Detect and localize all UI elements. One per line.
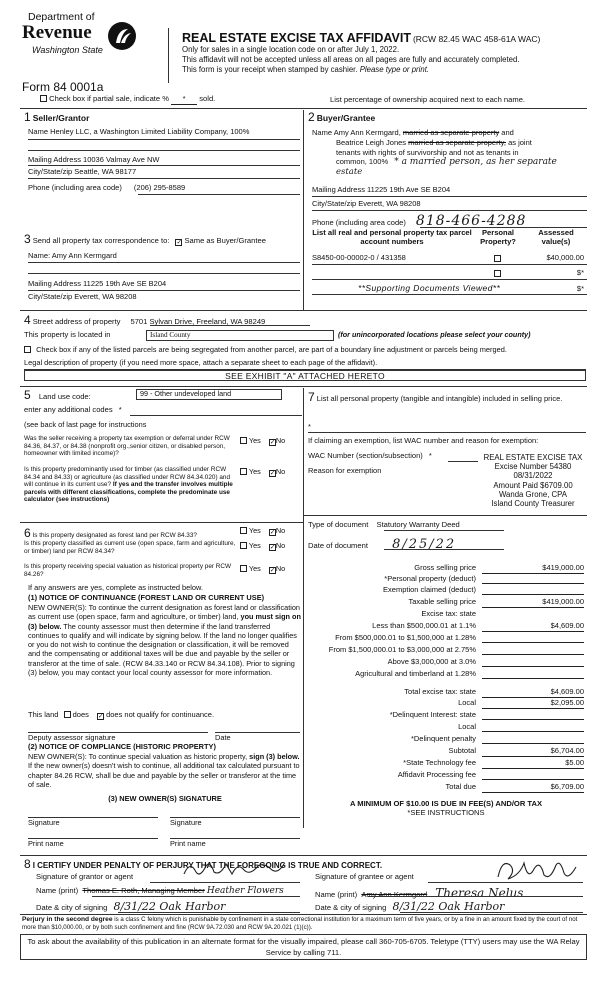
partial-sale-sold: sold. [199, 94, 216, 103]
grantor-date-value[interactable]: 8/31/22 Oak Harbor [113, 900, 226, 913]
buyer-handwritten-note: * a married person, as her separate [394, 157, 557, 168]
q-current-use-yes-checkbox[interactable] [240, 542, 247, 549]
delinq-local-value[interactable] [482, 723, 584, 732]
notice1-body [28, 603, 302, 677]
local-value[interactable]: $2,095.00 [482, 699, 584, 709]
street-value[interactable]: 5701 Sylvan Drive, Freeland, WA 98249 [130, 317, 266, 326]
local-label: Local [458, 698, 476, 707]
grantee-name-row [315, 886, 523, 900]
section5-number: 5 [24, 388, 31, 402]
yes-label: Yes [248, 436, 261, 445]
seller-name-value[interactable]: Henley LLC, a Washington Limited Liability Company, 100% [50, 127, 250, 136]
buyer-number: 2 [308, 110, 315, 124]
q-historic-answers [240, 565, 285, 574]
delinq-penalty-value[interactable] [482, 735, 584, 744]
grantee-name-handwritten[interactable]: Theresa Nelus [435, 886, 524, 900]
land-does-not-checkbox[interactable]: ✓ [97, 713, 104, 720]
affidavit-fee-label: Affidavit Processing fee [397, 770, 476, 779]
yes-label: Yes [248, 564, 261, 573]
q-forest-yes-checkbox[interactable] [240, 527, 247, 534]
parcel-col3-header: Assessed value(s) [538, 228, 574, 246]
q-historic-text: Is this property receiving special valuation as historical property per RCW 84.26? [24, 563, 232, 578]
corr-city-row [28, 293, 137, 302]
buyer-handwritten-note2: estate [336, 167, 363, 178]
buyer-name-line3: tenants with rights of survivorship and not as tenants in [336, 147, 519, 157]
tier4-label: Above $3,000,000 at 3.0% [387, 657, 476, 666]
segregated-checkbox[interactable] [24, 346, 31, 353]
unincorporated-note: (for unincorporated locations please select your county) [338, 330, 531, 339]
seller-name-label: Name [28, 127, 49, 136]
buyer-mailing-label: Mailing Address [312, 185, 365, 194]
seller-city-label: City/State/zip [28, 167, 73, 176]
seller-number: 1 [24, 110, 31, 124]
notice2-text1: NEW OWNER(S): To continue special valuation as historic property, [28, 752, 250, 761]
grantee-date-value[interactable]: 8/31/22 Oak Harbor [392, 900, 505, 913]
q-exemption-no-checkbox[interactable]: ✓ [269, 439, 276, 446]
buyer-mailing-value[interactable]: 11225 19th Ave SE B204 [367, 185, 451, 194]
grantor-sig-label: Signature of grantor or agent [36, 872, 134, 881]
form-title-line [182, 31, 540, 46]
land-does-label: does [72, 710, 89, 719]
legal-label: Legal description of property (if you need more space, attach a separate sheet to each page of the affidavit). [24, 358, 378, 367]
no-label: No [275, 467, 286, 476]
grantee-signature-icon [494, 855, 580, 885]
q-timber-no-checkbox[interactable]: ✓ [269, 470, 276, 477]
doc-type-value[interactable]: Statutory Warranty Deed [376, 520, 460, 529]
buyer-city-row [312, 200, 421, 209]
q-timber-text [24, 466, 238, 504]
notice3-title: (3) NEW OWNER(S) SIGNATURE [108, 794, 222, 803]
seller-city-value[interactable]: Seattle, WA 98177 [74, 167, 137, 176]
doc-date-value[interactable]: 8/25/22 [392, 537, 457, 552]
no-label: No [275, 564, 286, 573]
stamp-line5: Wanda Grone, CPA [498, 489, 568, 499]
buyer-name-block [312, 128, 592, 178]
land-use-label: Land use code: [38, 392, 91, 401]
buyer-heading [308, 110, 375, 124]
tier5-value[interactable] [482, 670, 584, 679]
seller-phone-row [28, 184, 185, 193]
corr-city-value[interactable]: Everett, WA 98208 [74, 292, 137, 301]
additional-codes-row [24, 406, 122, 415]
q-forest-answers [240, 527, 285, 536]
receipt-note: This form is your receipt when stamped by cashier. [182, 65, 358, 74]
yes-label: Yes [248, 541, 261, 550]
stamp-line6: Island County Treasurer [491, 499, 575, 509]
q-timber-answers [240, 468, 285, 477]
corr-label: Send all property tax correspondence to: [32, 236, 170, 245]
corr-name-label: Name: [28, 251, 51, 260]
buyer-joint: as joint [508, 137, 532, 147]
deputy-date-label: Date [215, 733, 231, 742]
q-exemption-text: Was the seller receiving a property tax exemption or deferral under RCW 84.36, 84.37, or 84.38 (nonprofit org.,senior citizen, or disabled person, homeowner with limited income)? [24, 435, 230, 458]
seller-mailing-label: Mailing Address [28, 155, 81, 164]
segregated-row [24, 346, 590, 355]
gross-label: Gross selling price [414, 563, 476, 572]
street-label: Street address of property [32, 317, 121, 326]
partial-sale-label: Check box if partial sale, indicate % [49, 94, 169, 103]
seller-title: Seller/Grantor [32, 113, 90, 123]
buyer-city-label: City/State/zip [312, 199, 357, 208]
see-instructions-note: *SEE INSTRUCTIONS [407, 808, 485, 817]
corr-mailing-value[interactable]: 11225 19th Ave SE B204 [83, 279, 167, 288]
seller-phone-value[interactable]: (206) 295-8589 [133, 183, 186, 192]
form-number: Form 84 0001a [22, 80, 104, 94]
corr-name-value[interactable]: Amy Ann Kermgard [51, 251, 117, 260]
stamp-line3: 08/31/2022 [513, 471, 553, 481]
owner-signature-label-2: Signature [170, 818, 202, 827]
buyer-city-value[interactable]: Everett, WA 98208 [358, 199, 421, 208]
corr-mailing-label: Mailing Address [28, 279, 81, 288]
notice2-title: (2) NOTICE OF COMPLIANCE (HISTORIC PROPERTY) [28, 742, 216, 751]
grantee-date-label: Date & city of signing [315, 903, 387, 912]
accessibility-box [20, 934, 587, 960]
buyer-and: and [501, 128, 514, 137]
wac-value[interactable]: * [428, 451, 432, 460]
partial-sale-percent[interactable]: * [171, 95, 197, 105]
see-back-note: (see back of last page for instructions [24, 420, 147, 429]
personal-deduct-value[interactable] [482, 575, 584, 584]
delinq-state-value[interactable] [482, 711, 584, 720]
total-state-value[interactable]: $4,609.00 [482, 688, 584, 698]
same-as-buyer-label: Same as Buyer/Grantee [184, 236, 266, 245]
q-historic-yes-checkbox[interactable] [240, 565, 247, 572]
section7-row [308, 390, 586, 404]
taxable-label: Taxable selling price [408, 597, 476, 606]
buyer-title: Buyer/Grantee [316, 113, 376, 123]
owner-print-label-2: Print name [170, 839, 206, 848]
this-land-row [28, 711, 214, 720]
seller-heading [24, 110, 89, 124]
delinq-local-label: Local [458, 722, 476, 731]
buyer-strike1: married as separate property [402, 128, 500, 137]
perjury-notice [22, 916, 588, 931]
section4-number: 4 [24, 313, 31, 327]
notice2-bold: sign (3) below. [249, 752, 300, 761]
deputy-label: Deputy assessor signature [28, 733, 116, 742]
tier3-value[interactable] [482, 646, 584, 655]
header-sub3 [182, 65, 429, 74]
buyer-common: common, 100% [336, 157, 389, 167]
accessibility-text: To ask about the availability of this publication in an alternate format for the visually impaired, please call 360-705-6705. Teletype (TTY) users may use the WA Relay Service by calling 711. [27, 937, 580, 957]
grantee-name-label: Name (print) [315, 890, 358, 899]
q-forest-no-checkbox[interactable]: ✓ [269, 529, 276, 536]
section8-number: 8 [24, 857, 31, 871]
exemption-deduct-label: Exemption claimed (deduct) [383, 585, 476, 594]
delinq-state-label: *Delinquent Interest: state [389, 710, 476, 719]
parcel-row1-value[interactable]: $40,000.00 [546, 253, 584, 262]
segregated-label: Check box if any of the listed parcels are being segregated from another parcel, are part of a boundary line adjustment or parcels being merged. [36, 345, 507, 354]
q-historic-no-checkbox[interactable]: ✓ [269, 567, 276, 574]
grantor-name-handwritten[interactable]: Heather Flowers [206, 886, 284, 896]
tier1-value[interactable]: $4,609.00 [482, 622, 584, 632]
partial-sale-checkbox[interactable] [40, 95, 47, 102]
tier4-value[interactable] [482, 658, 584, 667]
partial-sale-row [40, 95, 215, 105]
no-label: No [275, 526, 286, 535]
grantee-name-strike: Amy Ann Kermgard [361, 890, 428, 899]
grantee-sig-label: Signature of grantee or agent [315, 872, 414, 881]
no-label: No [275, 436, 286, 445]
treasurer-stamp [474, 453, 592, 508]
notice1-bold: you must sign on (3) below. [28, 612, 301, 631]
additional-codes-label: enter any additional codes [24, 405, 113, 414]
buyer-name-value[interactable]: Amy Ann Kermgard, [333, 128, 401, 137]
section7-number: 7 [308, 390, 315, 404]
wa-state-text: Washington State [32, 45, 103, 55]
total-due-label: Total due [445, 782, 476, 791]
section6-number: 6 [24, 526, 31, 540]
notice1-text1: NEW OWNER(S): To continue the current designation as forest land or classification as current use (open space, farm and agriculture, or timber) land, [28, 603, 300, 622]
q-forest-text: Is this property designated as forest land per RCW 84.33? [32, 532, 197, 539]
parcel-row2-value[interactable]: $* [576, 268, 584, 277]
header-sub2: This affidavit will not be accepted unless all areas on all pages are fully and accurately completed. [182, 55, 520, 64]
header-sub1: Only for sales in a single location code on or after July 1, 2022. [182, 45, 400, 54]
this-land-label: This land [28, 710, 59, 719]
parcel-col1-header: List all real and personal property tax parcel account numbers [312, 228, 472, 246]
grantor-signature-icon [180, 858, 290, 880]
ownership-note: List percentage of ownership acquired next to each name. [330, 95, 526, 104]
grantor-name-label: Name (print) [36, 886, 79, 895]
owner-signature-label-1: Signature [28, 818, 60, 827]
corr-number: 3 [24, 232, 31, 246]
doc-type-label: Type of document [308, 520, 369, 529]
land-does-checkbox[interactable] [64, 711, 71, 718]
section7-label: List all personal property (tangible and intangible) included in selling price. [316, 394, 563, 403]
parcel-row1-number[interactable]: S8450-00-00002-0 / 431358 [312, 253, 406, 262]
tier2-label: From $500,000.01 to $1,500,000 at 1.28% [335, 633, 476, 642]
buyer-strike2: married as separate property, [408, 137, 506, 147]
personal-property-value[interactable]: * [308, 422, 311, 431]
excise-state-label: Excise tax: state [421, 609, 476, 618]
seller-mailing-value[interactable]: 10036 Valmay Ave NW [83, 155, 160, 164]
buyer-name2[interactable]: Beatrice Leigh Jones [336, 137, 407, 147]
perjury-text: is a class C felony which is punishable by confinement in a state correctional institution for a maximum term of five years, or by a fine in an amount fixed by the court of not more than $10,000.00, or by both such confinement and fine (RCW 9A.72.030 and RCW 9A.20.021 (1)(c)). [22, 916, 578, 931]
no-label: No [275, 541, 286, 550]
land-does-not-label: does not qualify for continuance. [106, 710, 215, 719]
located-label: This property is located in [24, 330, 111, 339]
exemption-label: If claiming an exemption, list WAC number and reason for exemption: [308, 436, 539, 445]
q-exemption-yes-checkbox[interactable] [240, 437, 247, 444]
legal-value[interactable]: SEE EXHIBIT "A" ATTACHED HERETO [225, 371, 385, 381]
personal-deduct-label: *Personal property (deduct) [384, 574, 476, 583]
q-exemption-answers [240, 437, 285, 446]
notice2-body [28, 752, 302, 789]
reason-label: Reason for exemption [308, 466, 382, 475]
supporting-docs-note: **Supporting Documents Viewed** [358, 283, 501, 293]
tier1-label: Less than $500,000.01 at 1.1% [372, 621, 476, 630]
wac-row [308, 452, 432, 461]
buyer-phone-label: Phone (including area code) [312, 218, 406, 227]
corr-mailing-row [28, 280, 166, 289]
doc-type-row [308, 521, 460, 530]
corr-heading [24, 232, 266, 246]
parcel-col2-header: Personal Property? [480, 228, 516, 246]
q-timber-main: Is this property predominantly used for timber (as classified under RCW 84.34 and 84.33) or agriculture (as classified under RCW 84.34.020) and will continue in its current use? [24, 466, 231, 489]
parcel-row1-personal-checkbox[interactable] [494, 255, 501, 262]
buyer-name-line2 [312, 138, 592, 148]
buyer-name-label: Name [312, 128, 333, 137]
grantor-name-strike: Thomas E. Roth, Managing Member [82, 886, 205, 895]
county-select[interactable]: Island County [146, 330, 334, 341]
notice2-text2: If the new owner(s) doesn't wish to continue, all additional tax calculated pursuant to chapter 84.26 RCW, shall be due and payable by the seller or transferor at the time of sale. [28, 761, 300, 789]
seller-mailing-row [28, 156, 159, 165]
located-row [24, 331, 111, 340]
buyer-name-line1 [312, 128, 592, 138]
parcel-row2-personal-checkbox[interactable] [494, 270, 501, 277]
parcel-row3-value[interactable]: $* [576, 284, 584, 293]
doc-date-label: Date of document [308, 541, 368, 550]
dor-logo [22, 8, 162, 78]
corr-city-label: City/State/zip [28, 292, 73, 301]
stamp-line2: Excise Number 54380 [494, 462, 572, 472]
notice1-text2: The county assessor must then determine if the land transferred continues to qualify and will indicate by signing below. If the land no longer qualifies or you do not wish to continue the designation or classification, it will be removed and the compensating or additional taxes will be due and payable by the seller or transferor at the time of sale. (RCW 84.33.140 or RCW 84.34.108). Prior to signing (3) below, you may contact your local county assessor for more information. [28, 621, 297, 678]
tier3-label: From $1,500,000.01 to $3,000,000 at 2.75% [328, 645, 476, 654]
seller-city-row [28, 168, 136, 177]
taxable-value[interactable]: $419,000.00 [482, 598, 584, 608]
buyer-mailing-row [312, 186, 450, 195]
if-yes-note: If any answers are yes, complete as instructed below. [28, 583, 203, 592]
grantor-date-label: Date & city of signing [36, 903, 108, 912]
subtotal-label: Subtotal [448, 746, 476, 755]
same-as-buyer-checkbox[interactable]: ✓ [176, 239, 182, 246]
q-current-use-no-checkbox[interactable]: ✓ [269, 544, 276, 551]
buyer-phone-value[interactable]: 818-466-4288 [415, 213, 527, 229]
type-print-note: Please type or print. [359, 65, 430, 74]
notice1-title: (1) NOTICE OF CONTINUANCE (FOREST LAND OR CURRENT USE) [28, 593, 265, 602]
certify-text: I CERTIFY UNDER PENALTY OF PERJURY THAT THE FOREGOING IS TRUE AND CORRECT. [32, 861, 383, 870]
total-state-label: Total excise tax: state [404, 687, 476, 696]
land-use-select[interactable]: 99 - Other undeveloped land [136, 389, 282, 400]
exemption-deduct-value[interactable] [482, 586, 584, 595]
seller-name-row [28, 128, 300, 137]
corr-name-row [28, 252, 117, 261]
affidavit-fee-value[interactable] [482, 771, 584, 780]
additional-codes-value[interactable]: * [118, 405, 122, 414]
dor-emblem-icon [106, 20, 138, 52]
owner-print-label-1: Print name [28, 839, 64, 848]
gross-value[interactable]: $419,000.00 [482, 564, 584, 574]
form-title: REAL ESTATE EXCISE TAX AFFIDAVIT [182, 31, 411, 45]
seller-phone-label: Phone (including area code) [28, 183, 122, 192]
land-use-row [24, 388, 91, 402]
revenue-text: Revenue [22, 22, 92, 43]
minimum-due-note: A MINIMUM OF $10.00 IS DUE IN FEE(S) AND/OR TAX [349, 799, 543, 808]
yes-label: Yes [248, 467, 261, 476]
q-timber-bold: If yes and the transfer involves multiple parcels with different classifications, complete the predominate use calculator (see instructions) [24, 481, 233, 504]
stamp-line4: Amount Paid $6709.00 [493, 480, 573, 490]
q-timber-yes-checkbox[interactable] [240, 468, 247, 475]
q-forest-row [24, 526, 238, 540]
legal-box [24, 370, 586, 381]
delinq-penalty-label: *Delinquent penalty [410, 734, 476, 743]
tier5-label: Agricultural and timberland at 1.28% [355, 669, 476, 678]
form-rcw: (RCW 82.45 WAC 458-61A WAC) [412, 34, 541, 44]
wac-label: WAC Number (section/subsection) [308, 451, 423, 460]
q-current-use-text: Is this property classified as current use (open space, farm and agriculture, or timber) land per RCW 84.34? [24, 540, 236, 555]
doc-date-row [308, 537, 456, 552]
perjury-bold: Perjury in the second degree [22, 916, 113, 923]
tech-fee-value[interactable]: $5.00 [482, 759, 584, 769]
yes-label: Yes [248, 526, 261, 535]
total-due-value[interactable]: $6,709.00 [482, 783, 584, 793]
subtotal-value[interactable]: $6,704.00 [482, 747, 584, 757]
dept-of-text: Department of [28, 11, 95, 23]
tech-fee-label: *State Technology fee [403, 758, 476, 767]
q-current-use-answers [240, 542, 285, 551]
tier2-value[interactable] [482, 634, 584, 643]
stamp-line1: REAL ESTATE EXCISE TAX [483, 453, 583, 462]
